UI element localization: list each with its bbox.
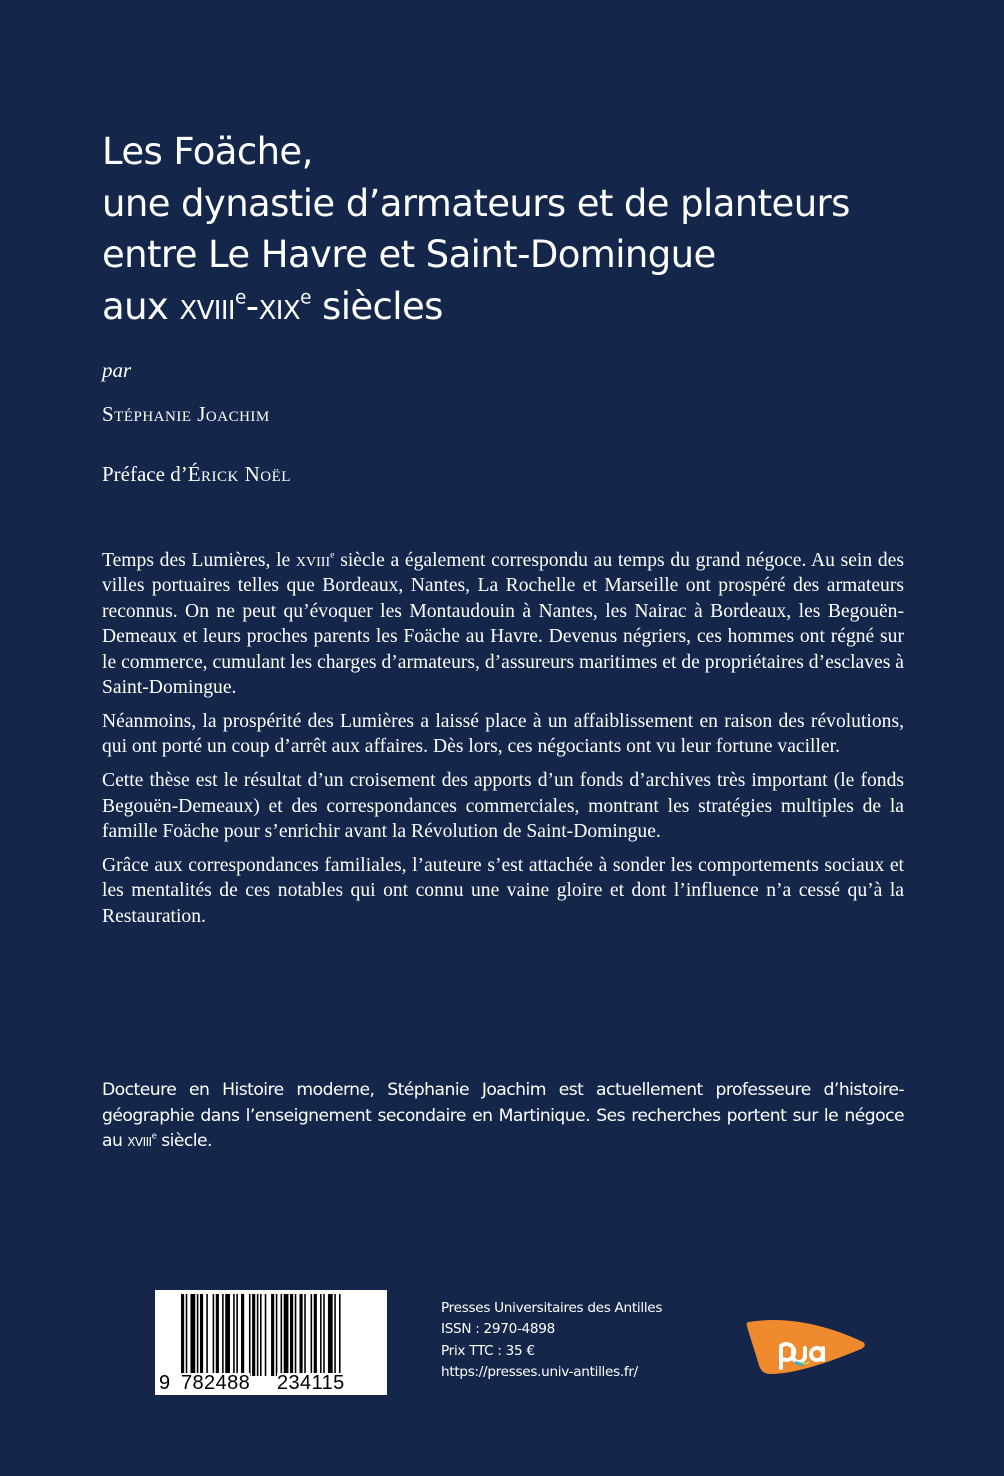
title-dash: - [245, 284, 259, 328]
barcode-bar [290, 1294, 293, 1376]
price: Prix TTC : 35 € [441, 1342, 535, 1359]
barcode-bar [295, 1294, 297, 1376]
barcode-bar [252, 1294, 255, 1376]
blurb-paragraph-4: Grâce aux correspondances familiales, l’auteure s’est attachée à sonder les comportements sociaux et les mentalités de ces notables qui ont connu une vaine gloire et dont l’influence n’a cessé qu’à la Restauration. [102, 854, 904, 927]
blurb-text: Temps des Lumières, le [102, 550, 296, 571]
publisher-info [441, 1298, 662, 1383]
author-bio [102, 1078, 904, 1155]
blurb-paragraph-3: Cette thèse est le résultat d’un croisement des apports d’un fonds d’archives très important (le fonds Begouën-Demeaux) et des correspondances commerciales, montrant les stratégies multiples de la famille Foäche pour s’enrichir avant la Révolution de Saint-Domingue. [102, 770, 904, 843]
bio-text: Docteure en Histoire moderne, Stéphanie Joachim est actuellement professeure d’histoire-géographie dans l’enseignement secondaire en Martinique. Ses recherches portent sur le négoce au [102, 1080, 904, 1151]
ordinal-sup: e [235, 286, 246, 308]
barcode-bar [236, 1294, 238, 1376]
book-title [102, 126, 942, 332]
preface-credit [102, 462, 291, 487]
barcode-group-1: 782488 [181, 1372, 251, 1394]
blurb-paragraph-1 [102, 548, 904, 700]
barcode-bar [190, 1294, 195, 1376]
barcode-bar [200, 1294, 203, 1376]
barcode-bar [284, 1294, 289, 1376]
barcode-group-2: 234115 [277, 1372, 345, 1394]
title-prefix: aux [102, 284, 180, 328]
barcode-bar [257, 1294, 259, 1376]
ordinal-sup: e [330, 549, 335, 561]
barcode-bar [222, 1294, 224, 1376]
issn: ISSN : 2970-4898 [441, 1321, 555, 1338]
blurb-paragraph-2: Néanmoins, la prospérité des Lumières a laissé place à un affaiblissement en raison des révolutions, qui ont porté un coup d’arrêt aux affaires. Dès lors, ces négociants ont vu leur fortune vaciller. [102, 710, 904, 758]
barcode-bar [260, 1294, 262, 1376]
barcode-bar [314, 1294, 317, 1376]
barcode-bar [311, 1294, 313, 1376]
title-line-4 [102, 281, 942, 333]
century-numeral: xviii [295, 550, 331, 571]
title-line-2: une dynastie d’armateurs et de planteurs [102, 181, 850, 225]
barcode-bar [281, 1294, 283, 1376]
barcode-bar [216, 1294, 219, 1376]
by-label: par [102, 358, 132, 382]
barcode-bar [300, 1294, 303, 1376]
title-line-1: Les Foäche, [102, 130, 313, 173]
century-numeral: xix [258, 284, 301, 328]
barcode-bar [225, 1294, 230, 1376]
barcode-digits [155, 1371, 387, 1393]
preface-prefix: Préface d’ [102, 462, 188, 486]
barcode-bar [206, 1294, 208, 1376]
title-suffix: siècles [310, 284, 443, 328]
publisher-url[interactable]: https://presses.univ-antilles.fr/ [441, 1363, 638, 1380]
preface-author: Érick Noël [187, 462, 291, 486]
barcode-bar [241, 1294, 244, 1376]
author-name: Stéphanie Joachim [102, 402, 270, 426]
barcode-bar [320, 1294, 322, 1376]
barcode-first-digit: 9 [159, 1372, 171, 1394]
century-numeral: xviii [127, 1131, 152, 1151]
pua-logo [745, 1316, 867, 1376]
barcode-bar [197, 1294, 199, 1376]
barcode-bar [271, 1294, 274, 1376]
isbn-barcode [155, 1290, 387, 1395]
title-line-3: entre Le Havre et Saint-Domingue [102, 233, 716, 276]
barcode-bar [323, 1294, 325, 1376]
century-numeral: xviii [179, 284, 235, 328]
ordinal-sup: e [151, 1131, 157, 1142]
barcode-bar [213, 1294, 215, 1376]
ordinal-sup: e [300, 286, 311, 308]
bio-text: siècle. [156, 1131, 212, 1151]
barcode-bar [233, 1294, 235, 1376]
barcode-bar [276, 1294, 278, 1376]
back-cover-blurb [102, 548, 904, 938]
barcode-bar [265, 1294, 267, 1376]
barcode-bar [249, 1294, 251, 1376]
publisher-name: Presses Universitaires des Antilles [441, 1300, 663, 1316]
blurb-text: siècle a également correspondu au temps du grand négoce. Au sein des villes portuaires telles que Bordeaux, Nantes, La Rochelle et Marseille ont prospéré des armateurs reconnus. On ne peut qu’évoquer les Montaudouin à Nantes, les Nairac à Bordeaux, les Begouën-Demeaux et leurs proches parents les Foäche au Havre. Devenus négriers, ces hommes ont régné sur le commerce, cumulant les charges d’armateurs, d’assureurs maritimes et de propriétaires d’esclaves à Saint-Domingue. [102, 550, 904, 699]
barcode-bar [304, 1294, 306, 1376]
